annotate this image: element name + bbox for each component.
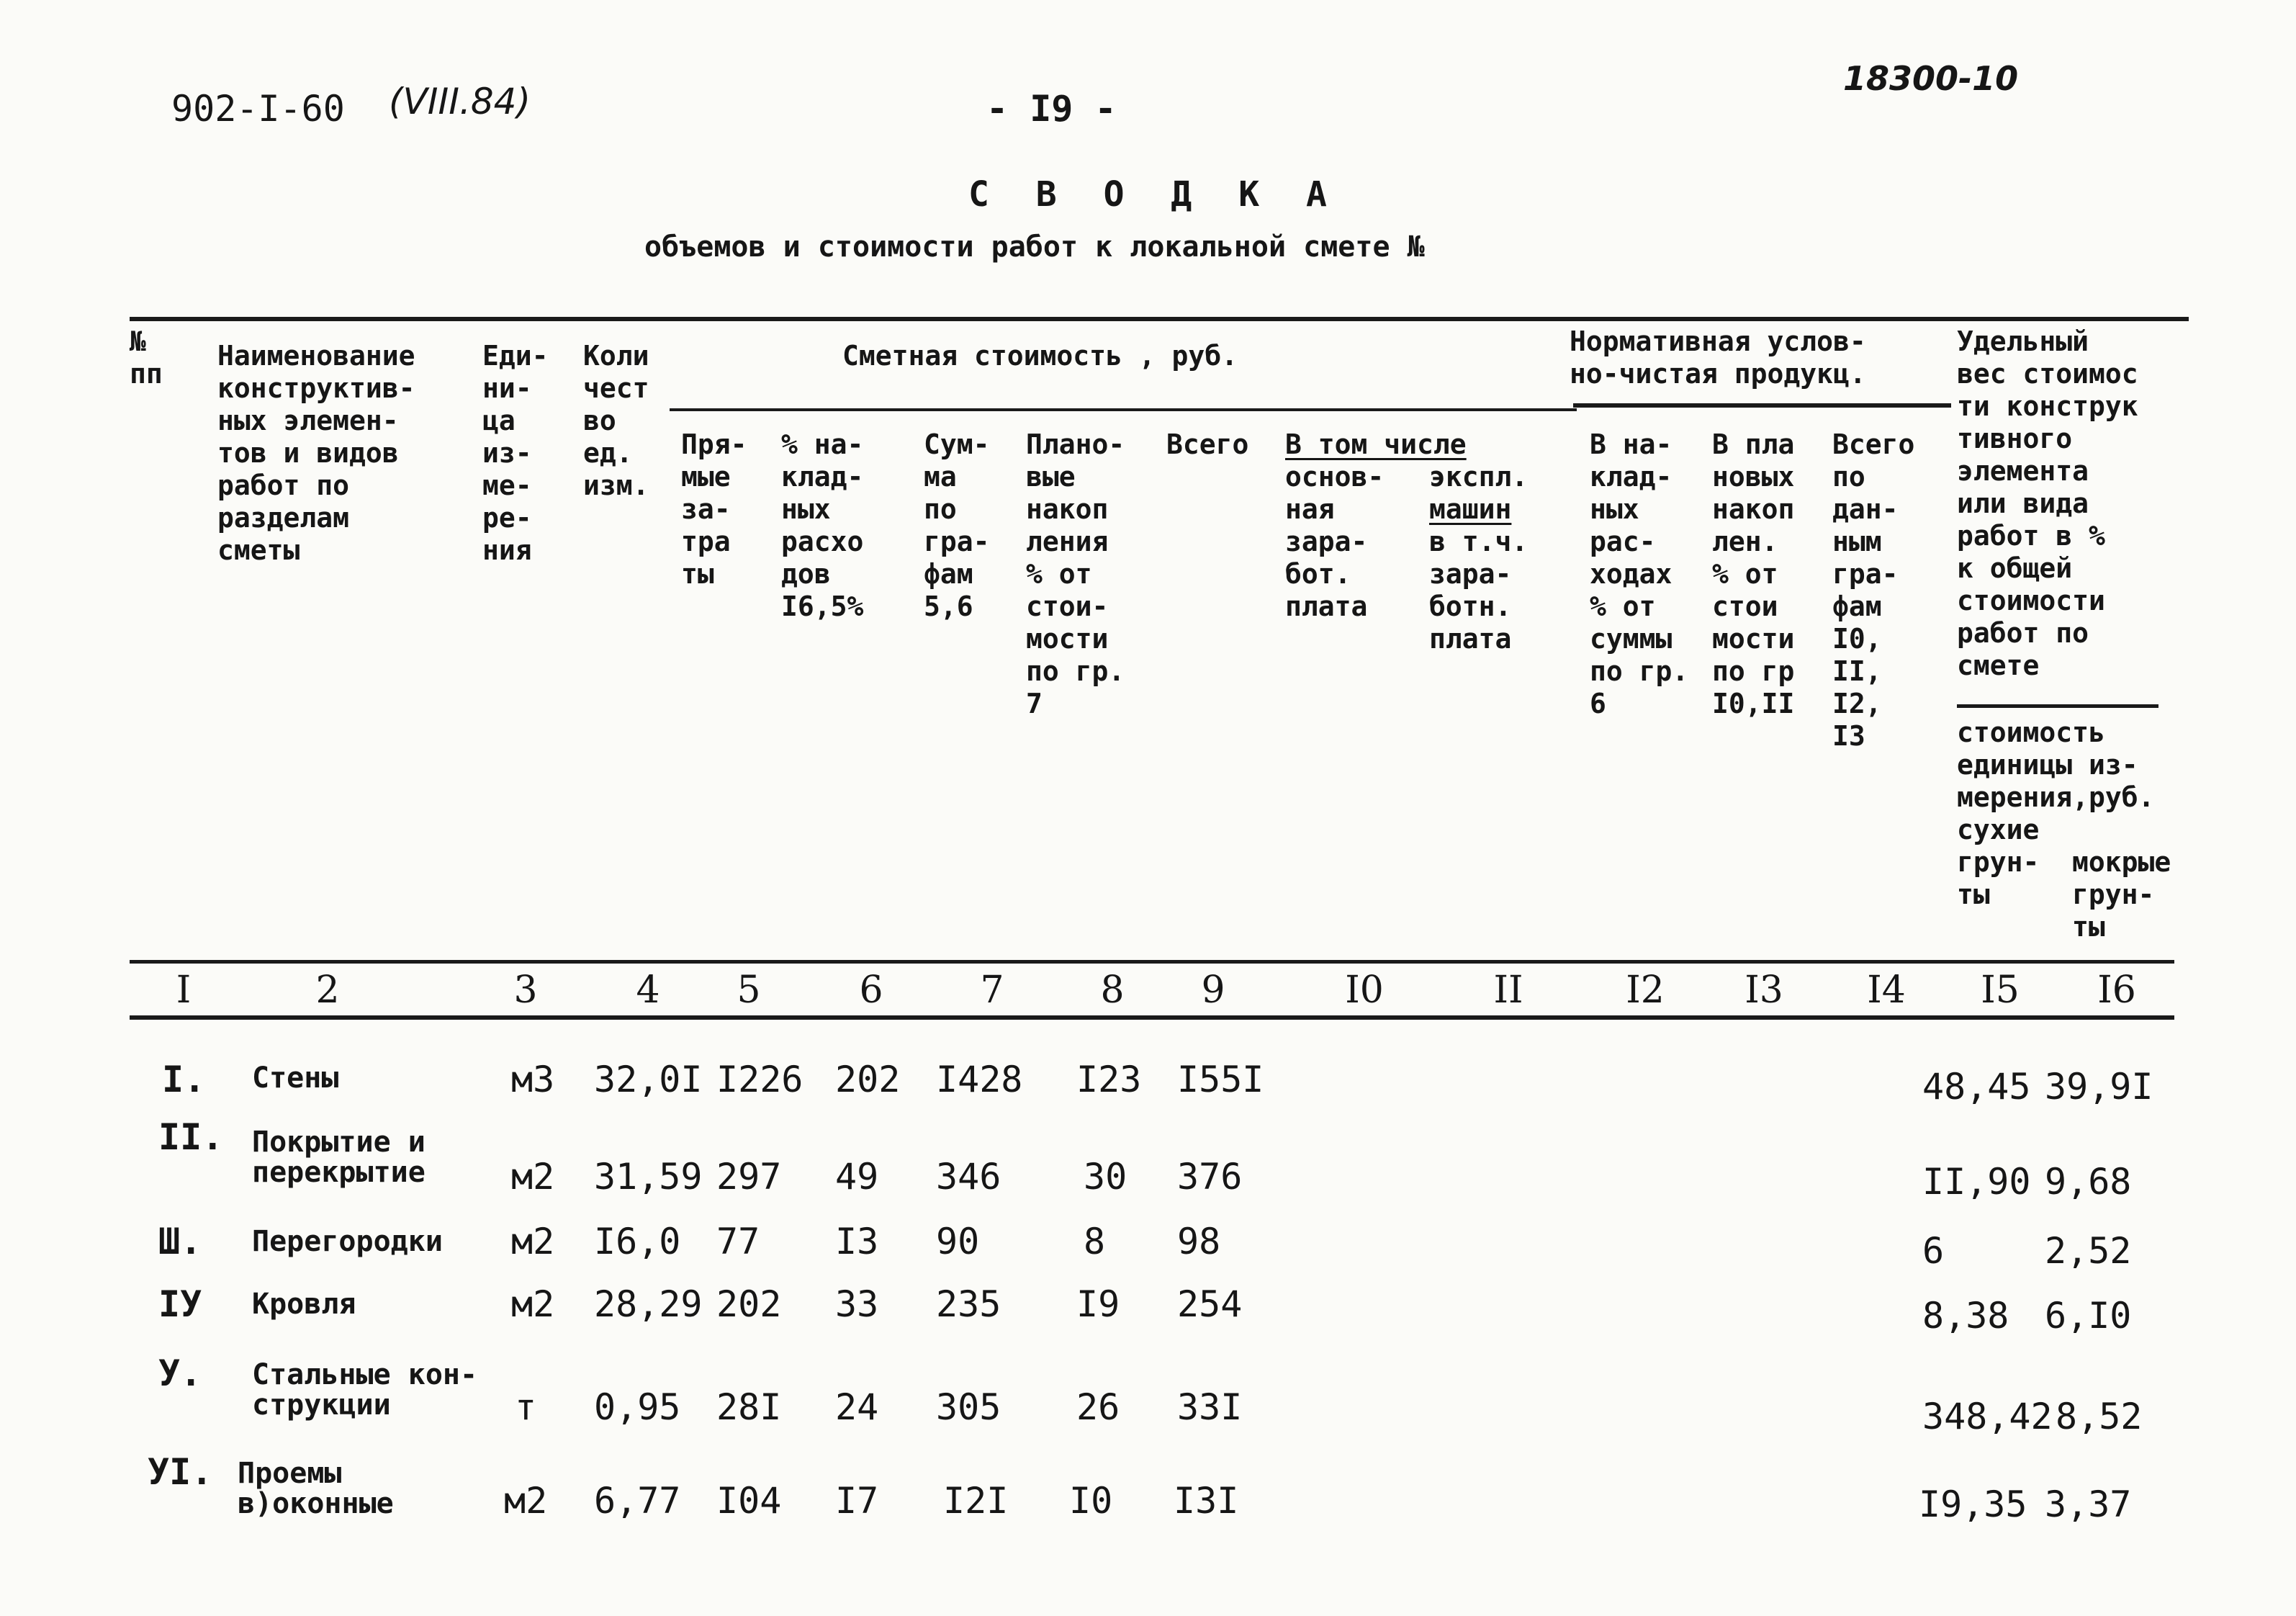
planned-savings: I0 xyxy=(1069,1480,1113,1522)
planned-savings: 8 xyxy=(1084,1221,1106,1262)
header-bottom-rule xyxy=(130,960,2174,964)
overhead: I3 xyxy=(835,1221,879,1262)
column-number: 5 xyxy=(737,969,761,1012)
row-number: II. xyxy=(158,1116,224,1158)
row-number: У. xyxy=(158,1352,202,1394)
header-base-salary: основ- ная зара- бот. плата xyxy=(1285,461,1385,622)
unit: м2 xyxy=(511,1221,555,1262)
header-planned-savings: Плано- вые накоп ления % от стои- мости по гр. 7 xyxy=(1026,428,1125,719)
unit: м2 xyxy=(504,1480,548,1522)
column-number: I2 xyxy=(1626,969,1665,1012)
direct-costs: I226 xyxy=(716,1059,803,1100)
share-dry: 348,42 xyxy=(1922,1396,2053,1437)
header-share-group: Удельный вес стоимос ти конструк тивного элемента или вида работ в % к общей стоимости работ по смете xyxy=(1957,326,2138,681)
header-normative-product-group: Нормативная услов- но-чистая продукц. xyxy=(1570,326,1866,390)
total: 98 xyxy=(1177,1221,1221,1262)
header-sum: Сум- ма по гра- фам 5,6 xyxy=(924,428,990,622)
planned-savings: I9 xyxy=(1076,1283,1120,1325)
row-number: IУ xyxy=(158,1283,202,1325)
unit: м2 xyxy=(511,1156,555,1198)
direct-costs: 77 xyxy=(716,1221,760,1262)
element-name: Стены xyxy=(252,1061,339,1095)
header-norm-savings: В пла новых накоп лен. % от стои мости по гр I0,II xyxy=(1712,428,1795,719)
column-number: I0 xyxy=(1345,969,1384,1012)
total: I55I xyxy=(1177,1059,1264,1100)
sum: 235 xyxy=(936,1283,1001,1325)
column-number: 2 xyxy=(315,969,340,1012)
column-number: I3 xyxy=(1744,969,1783,1012)
share-wet: 2,52 xyxy=(2045,1230,2132,1272)
document-code: 902-I-60 xyxy=(171,88,345,130)
column-numbers-rule xyxy=(130,1015,2174,1020)
column-number: 9 xyxy=(1201,969,1225,1012)
share-wet: 39,9I xyxy=(2045,1066,2153,1108)
header-element-name: Наименование конструктив- ных элемен- тов и видов работ по разделам сметы xyxy=(217,340,415,566)
share-wet: 3,37 xyxy=(2045,1483,2132,1525)
quantity: 28,29 xyxy=(594,1283,703,1325)
overhead: 24 xyxy=(835,1386,879,1428)
total: I3I xyxy=(1174,1480,1239,1522)
overhead: 202 xyxy=(835,1059,901,1100)
row-number: УI. xyxy=(148,1451,213,1493)
header-estimated-cost-group: Сметная стоимость , руб. xyxy=(842,340,1238,372)
sum: 346 xyxy=(936,1156,1001,1198)
share-dry: II,90 xyxy=(1922,1161,2031,1203)
sum: 90 xyxy=(936,1221,980,1262)
element-name: Стальные кон- струкции xyxy=(252,1358,478,1422)
column-number: 7 xyxy=(980,969,1004,1012)
header-norm-total: Всего по дан- ным гра- фам I0, II, I2, I3 xyxy=(1832,428,1915,752)
direct-costs: I04 xyxy=(716,1480,782,1522)
unit: м3 xyxy=(511,1059,555,1100)
header-norm-overhead: В на- клад- ных рас- ходах % от суммы по гр. 6 xyxy=(1590,428,1689,719)
overhead: 49 xyxy=(835,1156,879,1198)
row-number: I. xyxy=(162,1059,206,1100)
element-name: Проемы в)оконные xyxy=(238,1457,394,1520)
archive-number: 18300-10 xyxy=(1843,59,2019,98)
total: 33I xyxy=(1177,1386,1243,1428)
quantity: 32,0I xyxy=(594,1059,703,1100)
element-name: Перегородки xyxy=(252,1225,443,1258)
header-machine-salary: в т.ч. зара- ботн. плата xyxy=(1429,526,1529,655)
share-wet: 9,68 xyxy=(2045,1161,2132,1203)
share-dry: I9,35 xyxy=(1919,1483,2027,1525)
header-direct-costs: Пря- мые за- тра ты xyxy=(681,428,747,590)
header-dry-soil: сухие грун- ты xyxy=(1957,814,2040,910)
column-number: II xyxy=(1493,969,1523,1012)
page-number: - I9 - xyxy=(986,88,1117,130)
document-title: С В О Д К А xyxy=(968,174,1340,215)
total: 254 xyxy=(1177,1283,1243,1325)
row-number: Ш. xyxy=(158,1221,202,1262)
header-machine-operation: экспл. xyxy=(1429,461,1529,493)
unit: м2 xyxy=(511,1283,555,1325)
element-name: Покрытие и перекрытие xyxy=(252,1126,426,1189)
share-group-rule xyxy=(1957,704,2158,708)
direct-costs: 28I xyxy=(716,1386,782,1428)
header-unit-cost-group: стоимость единицы из- мерения,руб. xyxy=(1957,717,2155,813)
share-dry: 8,38 xyxy=(1922,1295,2009,1337)
table-top-rule xyxy=(130,317,2189,321)
header-overhead: % на- клад- ных расхо дов I6,5% xyxy=(781,428,864,622)
share-dry: 48,45 xyxy=(1922,1066,2031,1108)
cost-group-rule xyxy=(670,408,1577,411)
overhead: I7 xyxy=(835,1480,879,1522)
column-number: 4 xyxy=(636,969,660,1012)
share-wet: 6,I0 xyxy=(2045,1295,2132,1337)
share-dry: 6 xyxy=(1922,1230,1945,1272)
document-subtitle: объемов и стоимости работ к локальной смете № xyxy=(644,230,1425,264)
planned-savings: I23 xyxy=(1076,1059,1142,1100)
sum: 305 xyxy=(936,1386,1001,1428)
column-number: I5 xyxy=(1981,969,2020,1012)
sum: I2I xyxy=(943,1480,1009,1522)
column-number: I xyxy=(176,969,192,1012)
header-total: Всего xyxy=(1166,428,1249,460)
column-number: I4 xyxy=(1867,969,1906,1012)
header-quantity: Коли чест во ед. изм. xyxy=(583,340,649,501)
header-machines: машин xyxy=(1429,493,1512,525)
sum: I428 xyxy=(936,1059,1023,1100)
direct-costs: 202 xyxy=(716,1283,782,1325)
column-number: 6 xyxy=(859,969,883,1012)
quantity: 6,77 xyxy=(594,1480,681,1522)
column-number: 8 xyxy=(1100,969,1125,1012)
quantity: 0,95 xyxy=(594,1386,681,1428)
planned-savings: 26 xyxy=(1076,1386,1120,1428)
overhead: 33 xyxy=(835,1283,879,1325)
header-row-number: № пп xyxy=(130,326,163,390)
quantity: I6,0 xyxy=(594,1221,681,1262)
direct-costs: 297 xyxy=(716,1156,782,1198)
element-name: Кровля xyxy=(252,1288,356,1321)
quantity: 31,59 xyxy=(594,1156,703,1198)
norm-group-rule xyxy=(1573,403,1951,408)
header-wet-soil: мокрые грун- ты xyxy=(2072,846,2171,943)
unit: т xyxy=(515,1386,537,1428)
header-unit: Еди- ни- ца из- ме- ре- ния xyxy=(482,340,549,566)
column-number: I6 xyxy=(2097,969,2136,1012)
header-including-group: В том числе xyxy=(1285,428,1467,460)
share-wet: 8,52 xyxy=(2056,1396,2143,1437)
planned-savings: 30 xyxy=(1084,1156,1127,1198)
total: 376 xyxy=(1177,1156,1243,1198)
column-number: 3 xyxy=(513,969,538,1012)
document-code-note: (VIII.84) xyxy=(389,81,531,122)
